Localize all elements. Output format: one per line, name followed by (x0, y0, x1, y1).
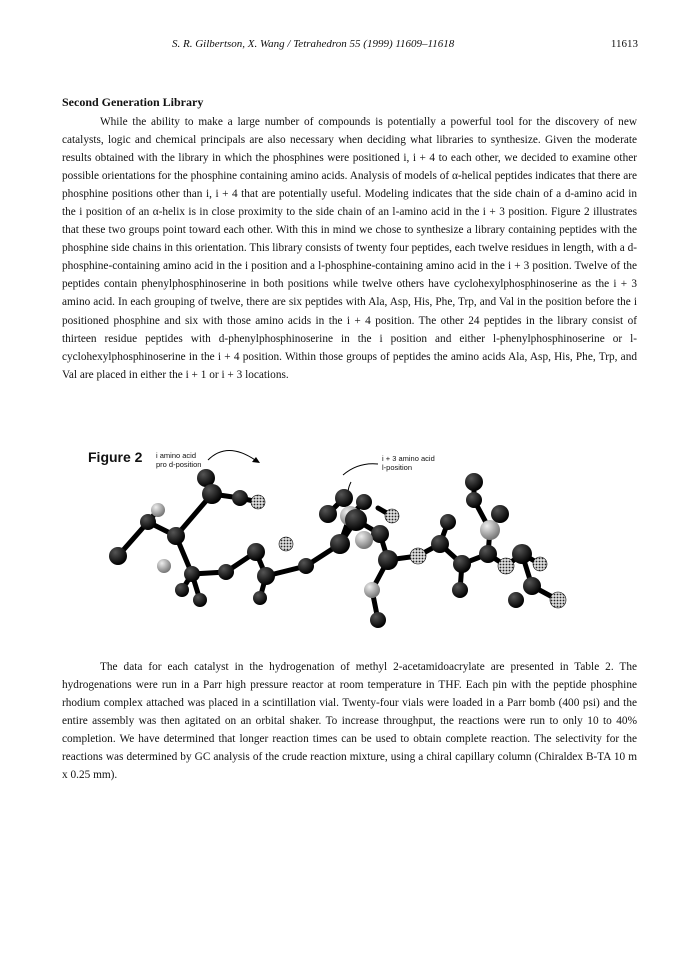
running-header-citation: S. R. Gilbertson, X. Wang / Tetrahedron 55 (1999) 11609–11618 (172, 38, 455, 50)
section-heading: Second Generation Library (62, 95, 204, 109)
figure-2-molecular-model (88, 440, 598, 640)
annotation-right-line-1: i + 3 amino acid (382, 454, 435, 463)
annotation-left-line-2: pro d-position (156, 460, 202, 469)
page-number: 11613 (610, 38, 638, 50)
annotation-right-line-2: l-position (382, 463, 413, 472)
figure-2-annotation-i3-amino-acid (382, 454, 435, 472)
figure-2-label: Figure 2 (88, 449, 143, 465)
annotation-left-line-1: i amino acid (156, 451, 197, 460)
figure-2-atoms (109, 469, 566, 628)
paragraph-library-design: While the ability to make a large number of compounds is potentially a powerful tool for the discovery of new catalysts, logic and chemical principals are also necessary when deciding what libraries to synthesize. Given the moderate results obtained with the library in which the phosphines were positioned i, i + 4 to each other, we decided to examine other possible orientations for the phosphine containing amino acids. Analysis of models of α-helical peptides indicates that there are phosphine positions other than i, i + 4 that are potentially useful. Modeling indicates that the side chain of a d-amino acid in the i position of an α-helix is in close proximity to the side chain of an l-amino acid in the i + 3 position. Figure 2 illustrates that these two groups point toward each other. With this in mind we chose to synthesize a library containing peptides with the phosphine side chains in this orientation. This library consists of twenty four peptides, each twelve residues in length, with a d-phosphine-containing amino acid in the i position and a l-phosphine-containing amino acid in the i + 3 position. Twelve of the peptides contain phenylphosphinoserine in both positions while twelve others have cyclohexylphosphinoserine as the i + 3 amino acid. In each grouping of twelve, there are six peptides with Ala, Asp, His, Phe, Trp, and Val in the position before the i positioned phosphine and six with those amino acids in the i + 4 position. The other 24 peptides in the library consist of thirteen residue peptides with d-phenylphosphinoserine in the i position and either l-phenylphosphinoserine or l-cyclohexylphosphinoserine in the i + 4 position. Within those groups of peptides the amino acids Ala, Asp, His, Phe, Trp, and Val are placed in either the i + 1 or i + 3 locations. (62, 116, 638, 381)
paragraph-hydrogenation-conditions: The data for each catalyst in the hydrogenation of methyl 2-acetamidoacrylate are presented in Table 2. The hydrogenations were run in a Parr high pressure reactor at room temperature in THF. Each pin with the peptide phosphine rhodium complex attached was placed in a scintillation vial. Twenty-four vials were loaded in a Parr bomb (400 psi) and the entire assembly was then agitated on an orbital shaker. To increase throughput, the reactions were run to only 10 to 40% completion. We have determined that longer reaction times can be used to obtain complete reaction. The selectivity for the reactions was determined by GC analysis of the crude reaction mixture, using a chiral capillary column (Chiraldex B-TA 10 m x 0.25 mm). (62, 661, 637, 782)
figure-2-annotation-i-amino-acid (156, 451, 201, 469)
running-header (62, 38, 638, 54)
